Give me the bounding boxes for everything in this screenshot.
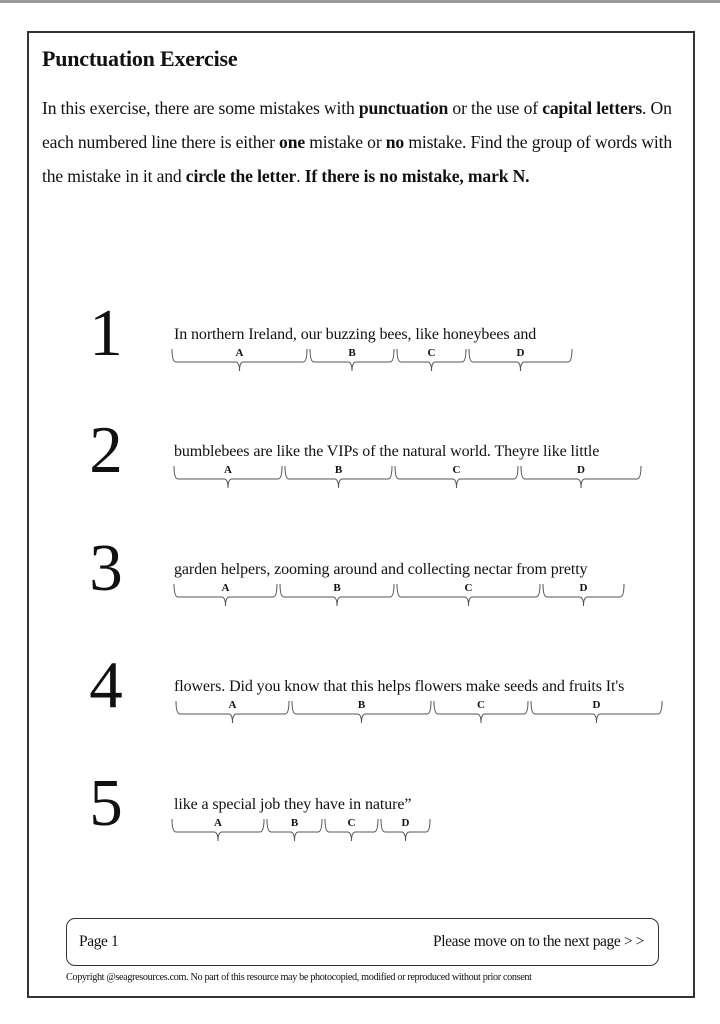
footer-box <box>66 918 659 966</box>
brace-a <box>174 584 277 606</box>
item-sentence: garden helpers, zooming around and collecting nectar from pretty <box>174 561 588 578</box>
instruction-text: . On each numbered line there is either <box>42 98 672 152</box>
page-title: Punctuation Exercise <box>42 46 238 71</box>
option-label-b[interactable]: B <box>357 699 366 711</box>
option-label-a[interactable]: A <box>228 699 237 711</box>
item-sentence: flowers. Did you know that this helps flowers make seeds and fruits It's <box>174 678 625 695</box>
instructions <box>42 91 678 193</box>
option-label-c[interactable]: C <box>427 347 436 359</box>
brace-d <box>381 819 430 841</box>
instruction-emphasis: no <box>385 132 405 152</box>
option-label-c[interactable]: C <box>347 817 356 829</box>
brace-c <box>325 819 378 841</box>
window-top-bar <box>0 0 720 3</box>
exercise-item-1 <box>0 296 720 410</box>
item-sentence: In northern Ireland, our buzzing bees, like honeybees and <box>174 326 537 343</box>
option-label-b[interactable]: B <box>333 582 341 594</box>
brace-group <box>0 413 720 527</box>
brace-c <box>434 701 528 723</box>
instruction-text: . <box>296 166 305 186</box>
option-label-a[interactable]: A <box>224 464 232 476</box>
brace-a <box>176 701 289 723</box>
brace-b <box>292 701 431 723</box>
item-number: 3 <box>89 531 123 605</box>
option-label-a[interactable]: A <box>221 582 230 594</box>
brace-group <box>0 766 720 880</box>
brace-group <box>0 648 720 762</box>
brace-group <box>0 296 720 410</box>
item-number: 5 <box>89 766 123 840</box>
brace-c <box>397 349 466 371</box>
item-number: 2 <box>89 413 123 487</box>
option-label-c[interactable]: C <box>452 464 461 476</box>
item-sentence: bumblebees are like the VIPs of the natural world. Theyre like little <box>174 443 600 460</box>
instruction-text: or the use of <box>448 98 543 118</box>
brace-b <box>310 349 394 371</box>
brace-a <box>172 819 264 841</box>
brace-c <box>397 584 540 606</box>
brace-d <box>521 466 641 488</box>
instruction-text: mistake. Find the group of words with the mistake in it and <box>42 132 673 186</box>
brace-a <box>174 466 282 488</box>
brace-b <box>267 819 322 841</box>
instruction-text: In this exercise, there are some mistakes with <box>42 98 359 118</box>
brace-d <box>531 701 662 723</box>
item-sentence: like a special job they have in nature” <box>174 796 412 813</box>
option-label-b[interactable]: B <box>290 817 299 829</box>
instruction-emphasis: punctuation <box>358 98 449 118</box>
instruction-text: mistake or <box>305 132 386 152</box>
option-label-d[interactable]: D <box>592 699 601 711</box>
brace-d <box>469 349 572 371</box>
option-label-d[interactable]: D <box>401 817 410 829</box>
instruction-emphasis: one <box>279 132 305 152</box>
option-label-b[interactable]: B <box>348 347 356 359</box>
instruction-emphasis: circle the letter <box>185 166 297 186</box>
option-label-d[interactable]: D <box>579 582 588 594</box>
item-number: 1 <box>89 296 123 370</box>
brace-a <box>172 349 307 371</box>
brace-c <box>395 466 518 488</box>
exercise-item-3 <box>0 531 720 645</box>
copyright-notice: Copyright @seagresources.com. No part of this resource may be photocopied, modified or reproduced without prior consent <box>66 972 532 983</box>
page-number: Page 1 <box>79 933 119 950</box>
option-label-d[interactable]: D <box>516 347 525 359</box>
next-page-prompt: Please move on to the next page > > <box>433 933 644 950</box>
brace-b <box>280 584 394 606</box>
instruction-emphasis: capital letters <box>542 98 643 118</box>
exercise-item-4 <box>0 648 720 762</box>
exercise-item-5 <box>0 766 720 880</box>
brace-d <box>543 584 624 606</box>
option-label-c[interactable]: C <box>464 582 473 594</box>
option-label-b[interactable]: B <box>334 464 343 476</box>
brace-group <box>0 531 720 645</box>
brace-b <box>285 466 392 488</box>
option-label-c[interactable]: C <box>477 699 485 711</box>
item-number: 4 <box>89 648 123 722</box>
exercise-item-2 <box>0 413 720 527</box>
option-label-a[interactable]: A <box>214 817 222 829</box>
instruction-emphasis: If there is no mistake, mark N. <box>304 166 530 186</box>
option-label-d[interactable]: D <box>577 464 585 476</box>
option-label-a[interactable]: A <box>235 347 244 359</box>
